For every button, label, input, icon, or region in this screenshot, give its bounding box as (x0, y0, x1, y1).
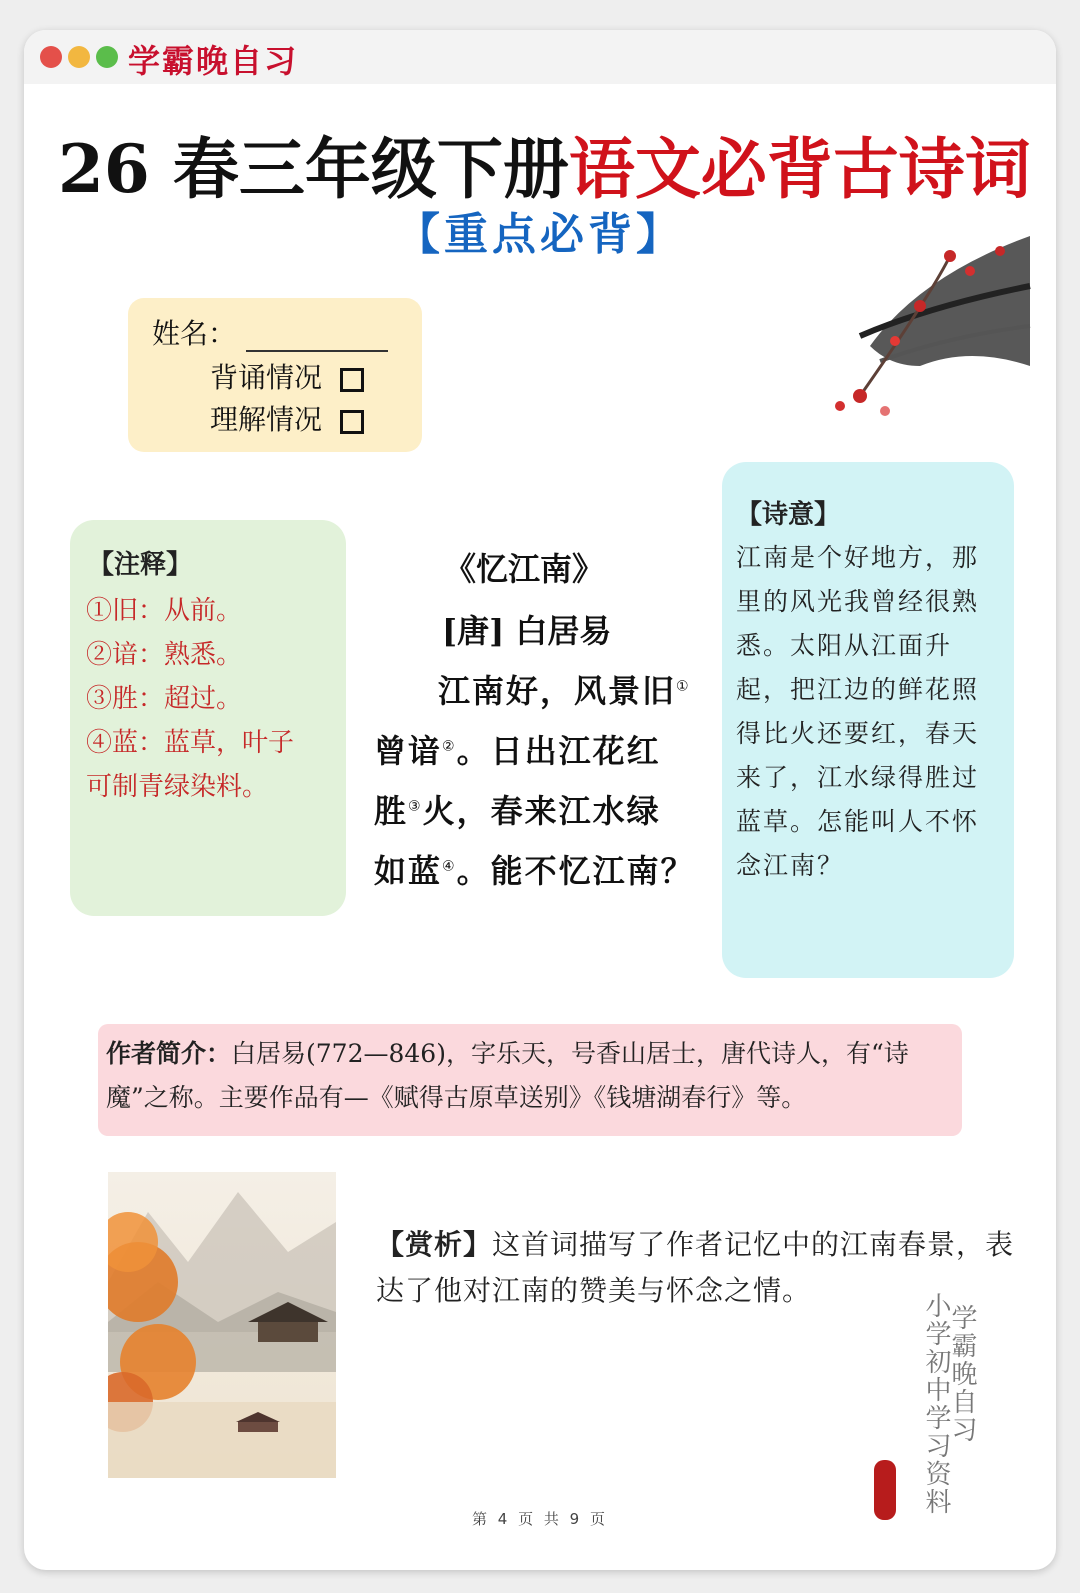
poem-line (374, 846, 695, 892)
understand-check-row (210, 398, 364, 438)
author-intro-label: 作者简介： (106, 1039, 232, 1068)
footnote-mark: ② (442, 738, 457, 755)
poem-line (374, 786, 661, 832)
poem-author: [唐] 白居易 (442, 612, 612, 650)
note-item: ③胜：超过。 (86, 684, 243, 714)
name-card (128, 298, 422, 452)
meaning-title: 【诗意】 (736, 500, 841, 530)
poem-line (438, 666, 691, 712)
author-intro-text: 白居易(772—846)，字乐天，号香山居士，唐代诗人，有“诗魔”之称。主要作品有—《赋得古原草送别》《钱塘湖春行》等。 (106, 1039, 909, 1112)
maximize-window-button[interactable] (96, 46, 118, 68)
poem-line-text: 。能不忆江南？ (456, 852, 695, 890)
name-blank[interactable] (246, 326, 388, 352)
app-title: 学霸晚自习 (128, 42, 299, 80)
recite-check-row (210, 356, 364, 396)
page-subtitle: 【重点必背】 (396, 209, 684, 260)
author-intro (106, 1032, 956, 1120)
note-item: ④蓝：蓝草，叶子 (86, 728, 295, 758)
footnote-mark: ③ (408, 798, 423, 815)
note-item: ②谙：熟悉。 (86, 640, 243, 670)
footnote-mark: ① (676, 678, 691, 695)
name-field (152, 312, 388, 352)
analysis-tag: 【赏析】 (376, 1228, 493, 1261)
name-label: 姓名： (152, 317, 237, 350)
note-item: ①旧：从前。 (86, 596, 243, 626)
footnote-mark: ④ (442, 858, 457, 875)
page-title (58, 116, 1038, 211)
landscape-painting (108, 1172, 336, 1478)
title-red-part: 语文必背古诗词 (568, 130, 1031, 208)
poem-line-text: 如蓝 (374, 852, 443, 890)
document-page (24, 30, 1056, 1570)
minimize-window-button[interactable] (68, 46, 90, 68)
understand-label: 理解情况 (210, 403, 323, 436)
recite-checkbox[interactable] (340, 368, 364, 392)
title-black-part: 26 春三年级下册 (58, 130, 569, 208)
analysis-text: 这首词描写了作者记忆中的江南春景，表达了他对江南的赞美与怀念之情。 (376, 1228, 1015, 1307)
watermark-vertical-2: 小学初中学习资料 (921, 1292, 951, 1516)
notes-panel (70, 520, 346, 916)
poem-line (374, 726, 661, 772)
watermark-vertical-1: 学霸晚自习 (947, 1304, 977, 1444)
note-item: 可制青绿染料。 (86, 772, 269, 802)
page-number: 第 4 页 共 9 页 (472, 1510, 608, 1528)
notes-title: 【注释】 (88, 550, 193, 580)
meaning-panel (722, 462, 1014, 978)
poem-line-text: 。日出江花红 (456, 732, 661, 770)
poem-line-text: 火，春来江水绿 (422, 792, 661, 830)
recite-label: 背诵情况 (210, 361, 323, 394)
poem-line-text: 江南好，风景旧 (438, 672, 677, 710)
close-window-button[interactable] (40, 46, 62, 68)
poem-line-text: 曾谙 (374, 732, 443, 770)
author-intro-panel (98, 1024, 962, 1136)
poem-line-text: 胜 (374, 792, 409, 830)
window-titlebar (24, 30, 1056, 84)
meaning-text: 江南是个好地方，那里的风光我曾经很熟悉。太阳从江面升起，把江边的鲜花照得比火还要红，春天来了，江水绿得胜过蓝草。怎能叫人不怀念江南？ (736, 543, 980, 880)
poem-title: 《忆江南》 (444, 550, 605, 588)
understand-checkbox[interactable] (340, 410, 364, 434)
